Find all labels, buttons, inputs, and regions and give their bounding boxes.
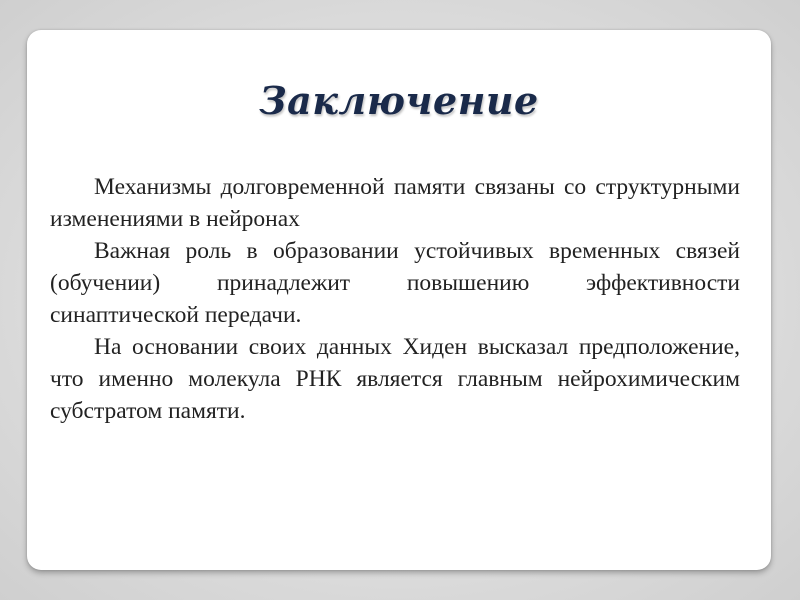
slide-body <box>50 171 740 427</box>
paragraph-hyden-rna: На основании своих данных Хиден высказал предположение, что именно молекула РНК является главным нейрохимическим субстратом памяти. <box>50 334 740 424</box>
slide-title: Заключение <box>259 78 539 123</box>
paragraph-synaptic-transmission: Важная роль в образовании устойчивых временных связей (обучении) принадлежит повышению эффективности синаптической передачи. <box>50 238 740 328</box>
slide-card <box>27 30 771 570</box>
paragraph-memory-mechanisms: Механизмы долговременной памяти связаны со структурными изменениями в нейронах <box>50 174 740 232</box>
